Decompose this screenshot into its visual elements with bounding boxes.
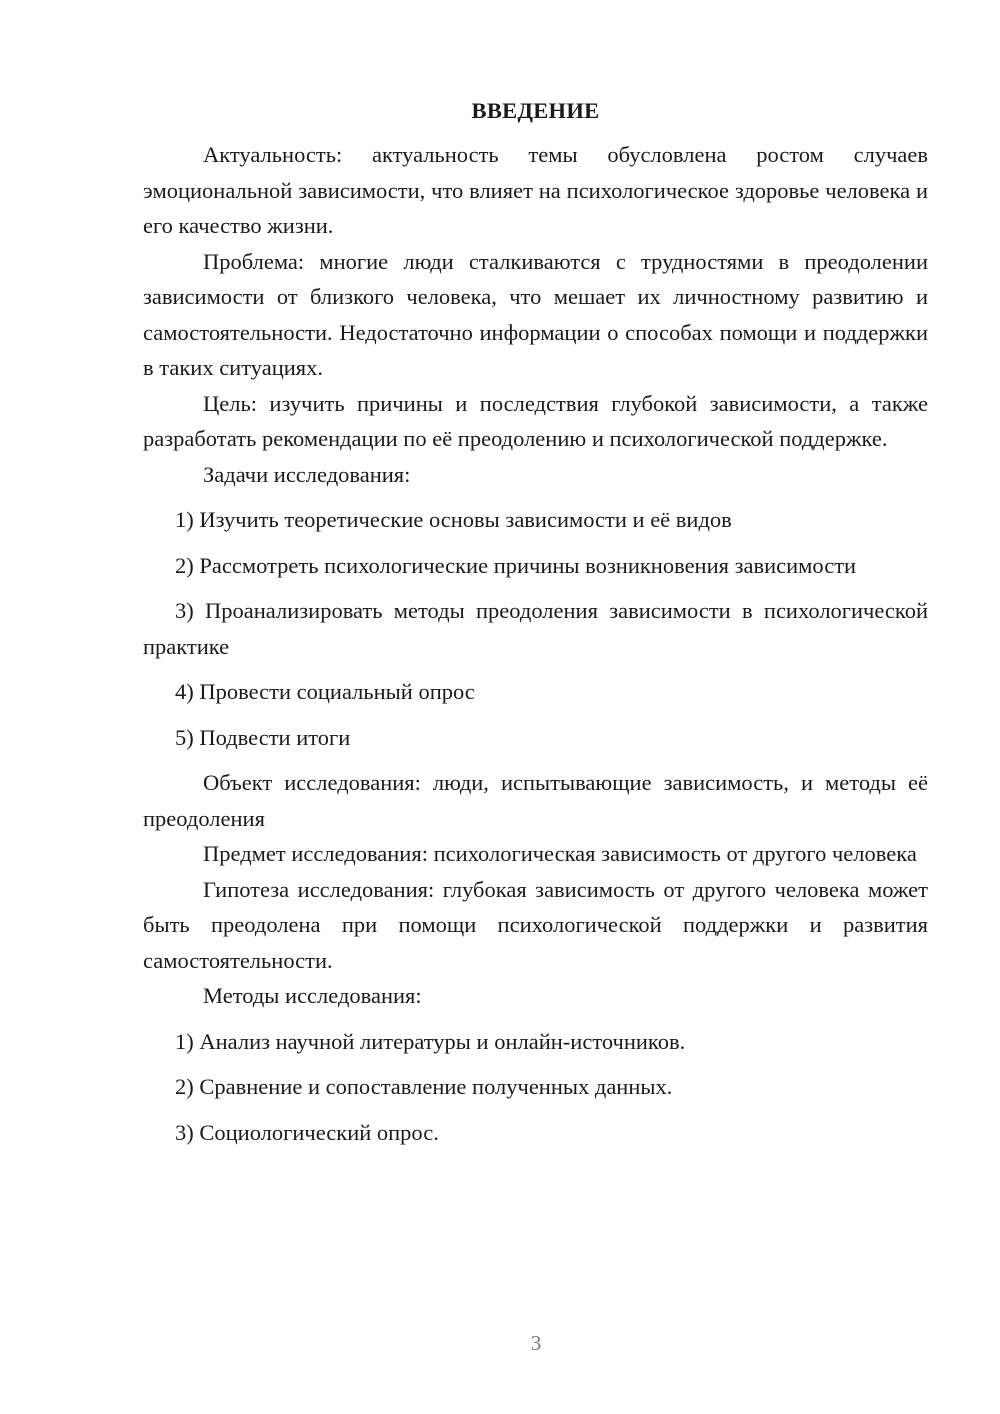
paragraph-problem: Проблема: многие люди сталкиваются с трудностями в преодолении зависимости от близкого человека, что мешает их личностному развитию и самостоятельности. Недостаточно информации о способах помощи и поддержки в таких ситуациях. [143, 248, 928, 380]
task-item-1: 1) Изучить теоретические основы зависимости и её видов [175, 507, 732, 532]
paragraph-hypothesis: Гипотеза исследования: глубокая зависимость от другого человека может быть преодолена при помощи психологической поддержки и развития самостоятельности. [143, 876, 928, 973]
task-item-4: 4) Провести социальный опрос [175, 679, 475, 704]
task-item-5: 5) Подвести итоги [175, 724, 351, 750]
paragraph-relevance: Актуальность: актуальность темы обусловлена ростом случаев эмоциональной зависимости, что влияет на психологическое здоровье человека и его качество жизни. [143, 142, 928, 238]
paragraph-object: Объект исследования: люди, испытывающие зависимость, и методы её преодоления [143, 770, 928, 831]
page-number: 3 [530, 1331, 542, 1355]
methods-heading: Методы исследования: [203, 983, 422, 1008]
paragraph-goal: Цель: изучить причины и последствия глубокой зависимости, а также разработать рекомендации по её преодолению и психологической поддержке. [143, 390, 928, 451]
method-item-3: 3) Социологический опрос. [175, 1119, 439, 1145]
method-item-1: 1) Анализ научной литературы и онлайн-источников. [175, 1028, 686, 1054]
paragraph-subject: Предмет исследования: психологическая зависимость от другого человека [203, 841, 917, 866]
tasks-heading: Задачи исследования: [203, 461, 411, 487]
task-item-3: 3) Проанализировать методы преодоления зависимости в психологической практике [143, 598, 928, 659]
section-heading: ВВЕДЕНИЕ [471, 98, 600, 123]
task-item-2: 2) Рассмотреть психологические причины возникновения зависимости [175, 552, 857, 578]
page-content [143, 96, 928, 1150]
method-item-2: 2) Сравнение и сопоставление полученных данных. [175, 1074, 673, 1099]
